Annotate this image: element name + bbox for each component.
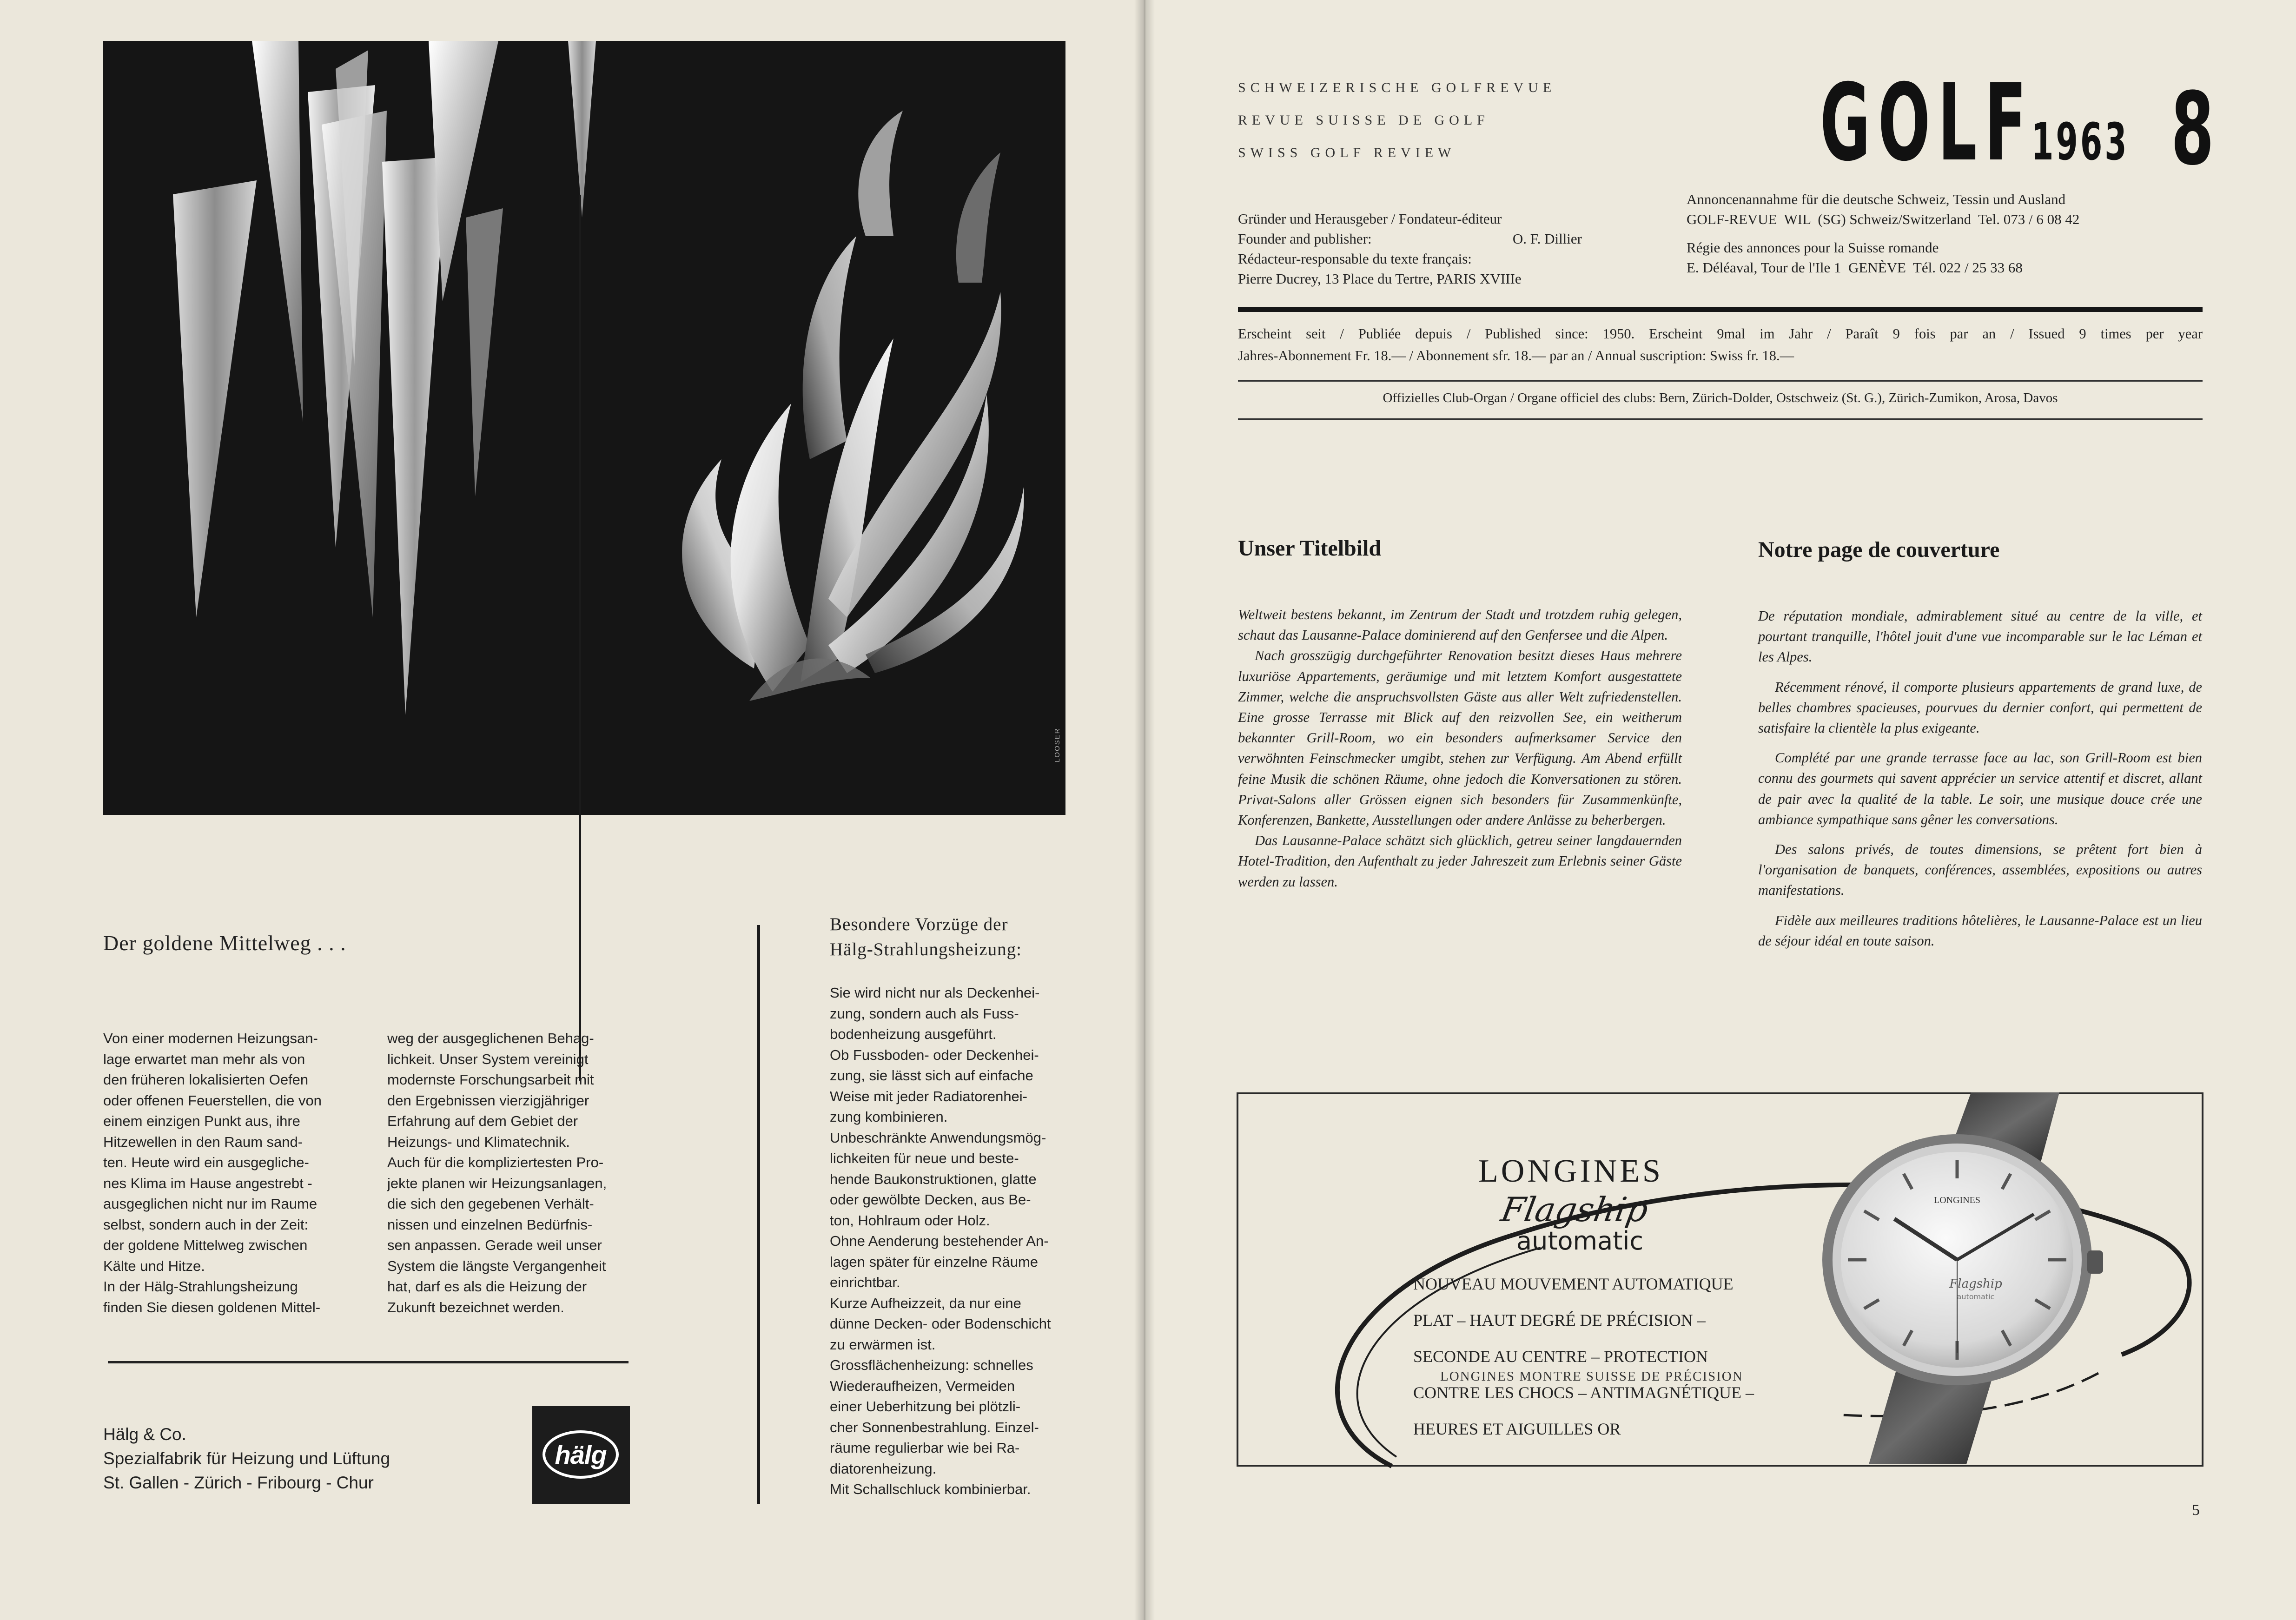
text-line: SECONDE AU CENTRE – PROTECTION: [1413, 1347, 1708, 1366]
text-line: einem einzigen Punkt aus, ihre: [103, 1113, 300, 1129]
advantages-heading: [830, 912, 1022, 962]
company-name: Hälg & Co.: [103, 1425, 186, 1444]
text-line: oder gewölbte Decken, aus Be-: [830, 1191, 1031, 1208]
advantages-heading-line1: Besondere Vorzüge der: [830, 914, 1008, 934]
company-specialty: Spezialfabrik für Heizung und Lüftung: [103, 1449, 390, 1468]
company-address: [103, 1422, 390, 1495]
text-line: Sie wird nicht nur als Deckenhei-: [830, 985, 1040, 1001]
fr-section-text: [1758, 606, 2202, 951]
text-line: einrichtbar.: [830, 1274, 900, 1290]
text-line: Grossflächenheizung: schnelles: [830, 1357, 1033, 1373]
text-line: lagen später für einzelne Räume: [830, 1253, 1039, 1270]
paragraph: Fidèle aux meilleures traditions hôtelières, le Lausanne-Palace est un lieu de séjour idéal en toute saison.: [1758, 912, 2202, 949]
text-line: lage erwartet man mehr als von: [103, 1051, 305, 1067]
text-line: Hitzewellen in den Raum sand-: [103, 1133, 303, 1150]
watch-illustration: [1799, 1092, 2106, 1464]
text-line: Unbeschränkte Anwendungsmög-: [830, 1129, 1046, 1146]
text-line: diatorenheizung.: [830, 1460, 937, 1477]
paragraph: Complété par une grande terrasse face au lac, son Grill-Room est bien connu des gourmets qui savent apprécier un service attentif et discret, allant de pair avec la qualité de la table. Le soir, une musique douce crée une ambiance sympathique sans gêner les conversations.: [1758, 750, 2202, 827]
advantages-list: [830, 983, 1068, 1500]
text-line: Kurze Aufheizzeit, da nur eine: [830, 1295, 1021, 1311]
de-section-text: [1238, 604, 1682, 892]
text-line: zu erwärmen ist.: [830, 1336, 936, 1353]
masthead-fr: REVUE SUISSE DE GOLF: [1238, 112, 1489, 128]
text-line: In der Hälg-Strahlungsheizung: [103, 1278, 298, 1295]
paragraph: De réputation mondiale, admirablement situé au centre de la ville, et pourtant tranquille, l'hôtel jouit d'une vue incomparable sur le lac Léman et les Alpes.: [1758, 608, 2202, 665]
body-column-1: [103, 1028, 338, 1318]
text-line: Von einer modernen Heizungsan-: [103, 1030, 318, 1046]
info-rule-top: [1238, 380, 2203, 382]
issue-year: 1963: [2031, 112, 2129, 172]
haelg-logo-oval: [543, 1430, 619, 1479]
haelg-logo: [532, 1406, 630, 1504]
masthead-de: SCHWEIZERISCHE GOLFREVUE: [1238, 80, 1556, 95]
watch-dial-brand: LONGINES: [1934, 1195, 1980, 1205]
paragraph: Das Lausanne-Palace schätzt sich glücklich, getreu seiner langdauernden Hotel-Tradition, den Aufenthalt zu jeder Jahreszeit zum Erlebnis seiner Gäste werden zu lassen.: [1238, 833, 1682, 890]
published-line-1: Erscheint seit / Publiée depuis / Published since: 1950. Erscheint 9mal im Jahr / Paraît 9 fois par an / Issued 9 times per year: [1238, 326, 2203, 342]
ads-line-3: Régie des annonces pour la Suisse romande: [1687, 239, 1939, 256]
text-line: PLAT – HAUT DEGRÉ DE PRÉCISION –: [1413, 1311, 1706, 1329]
text-line: lichkeit. Unser System vereinigt: [387, 1051, 589, 1067]
text-line: Kälte und Hitze.: [103, 1257, 205, 1274]
text-line: den früheren lokalisierten Oefen: [103, 1071, 309, 1088]
paragraph: Weltweit bestens bekannt, im Zentrum der Stadt und trotzdem ruhig gelegen, schaut das Lausanne-Palace dominierend auf den Genfersee und die Alpen.: [1238, 607, 1682, 643]
watch-crown: [2087, 1250, 2103, 1274]
text-line: Erfahrung auf dem Gebiet der: [387, 1113, 578, 1129]
masthead-rule: [1238, 307, 2203, 312]
founder-label-en: Founder and publisher:: [1238, 231, 1372, 247]
ads-line-2: GOLF-REVUE WIL (SG) Schweiz/Switzerland Tel. 073 / 6 08 42: [1687, 211, 2080, 227]
text-line: hat, darf es als die Heizung der: [387, 1278, 587, 1295]
text-line: den Ergebnissen vierzigjähriger: [387, 1092, 589, 1109]
magazine-title: GOLF: [1820, 61, 2034, 185]
ad-tagline: LONGINES MONTRE SUISSE DE PRÉCISION: [1440, 1369, 1743, 1384]
vertical-rule-bottom: [757, 925, 760, 1504]
paragraph: Nach grosszügig durchgeführter Renovation besitzt dieses Haus mehrere luxuriöse Appartements, geräumige und mit letztem Komfort ausgestattete Zimmer, welche die anspruchsvollsten Gäste aus aller Welt zufriedenstellen. Eine grosse Terrasse mit Blick auf den reizvollen See, ein weitherum bekannter Grill-Room, wo ein besonders aufmerksamer Service den verwöhnten Feinschmecker umgibt, stehen zur Verfügung. Am Abend erfüllt feine Musik die schönen Räume, ohne jedoch die Konversationen zu stören. Privat-Salons aller Grössen eignen sich besonders für Zusammenkünfte, Konferenzen, Bankette, Ausstellungen oder andere Anlässe zu beherbergen.: [1238, 648, 1682, 828]
masthead-en: SWISS GOLF REVIEW: [1238, 145, 1456, 160]
text-line: NOUVEAU MOUVEMENT AUTOMATIQUE: [1413, 1275, 1734, 1293]
artist-signature: LOOSER: [1053, 727, 1061, 762]
ad-brand: LONGINES: [1478, 1153, 1663, 1189]
text-line: ton, Hohlraum oder Holz.: [830, 1212, 990, 1229]
text-line: HEURES ET AIGUILLES OR: [1413, 1420, 1621, 1438]
page-number: 5: [2192, 1501, 2200, 1519]
watch-dial-model: Flagship: [1949, 1277, 2002, 1291]
advantages-heading-line2: Hälg-Strahlungsheizung:: [830, 939, 1022, 959]
ad-automatic: automatic: [1516, 1226, 1644, 1256]
info-rule-bottom: [1238, 418, 2203, 420]
body-column-2: [387, 1028, 622, 1318]
text-line: zung, sie lässt sich auf einfache: [830, 1067, 1033, 1084]
text-line: weg der ausgeglichenen Behag-: [387, 1030, 594, 1046]
text-line: der goldene Mittelweg zwischen: [103, 1237, 308, 1253]
text-line: modernste Forschungsarbeit mit: [387, 1071, 594, 1088]
text-line: nes Klima im Hause angestrebt -: [103, 1175, 312, 1191]
text-line: die sich den gegebenen Verhält-: [387, 1196, 594, 1212]
text-line: Auch für die kompliziertesten Pro-: [387, 1154, 604, 1170]
publication-info: [1238, 323, 2203, 367]
text-line: ausgeglichen nicht nur im Raume: [103, 1196, 318, 1212]
text-line: System die längste Vergangenheit: [387, 1257, 606, 1274]
text-line: jekte planen wir Heizungsanlagen,: [387, 1175, 607, 1191]
issue-number: 8: [2171, 71, 2214, 187]
text-line: Ohne Aenderung bestehender An-: [830, 1233, 1049, 1249]
text-line: oder offenen Feuerstellen, die von: [103, 1092, 322, 1109]
text-line: räume regulierbar wie bei Ra-: [830, 1440, 1020, 1456]
book-gutter: [1134, 0, 1155, 1620]
text-line: zung, sondern auch als Fuss-: [830, 1005, 1019, 1022]
official-clubs: Offizielles Club-Organ / Organe officiel des clubs: Bern, Zürich-Dolder, Ostschweiz (St. G.), Zürich-Zumikon, Arosa, Davos: [1383, 390, 2058, 405]
published-line-2: Jahres-Abonnement Fr. 18.— / Abonnement sfr. 18.— par an / Annual suscription: Swiss fr. 18.—: [1238, 348, 1794, 364]
horizontal-rule: [108, 1361, 629, 1363]
text-line: hende Baukonstruktionen, glatte: [830, 1170, 1037, 1187]
text-line: dünne Decken- oder Bodenschicht: [830, 1316, 1051, 1332]
ad-description: [1413, 1257, 1767, 1455]
text-line: selbst, sondern auch in der Zeit:: [103, 1216, 309, 1233]
paragraph: Récemment rénové, il comporte plusieurs appartements de grand luxe, de belles chambres spacieuses, pourvues du dernier confort, qui permettent de satisfaire la clientèle la plus exigeante.: [1758, 679, 2202, 736]
redacteur-label: Rédacteur-responsable du texte français:: [1238, 251, 1472, 267]
de-section-title: Unser Titelbild: [1238, 536, 1382, 561]
text-line: Zukunft bezeichnet werden.: [387, 1299, 564, 1316]
text-line: Weise mit jeder Radiatorenhei-: [830, 1088, 1028, 1104]
ad-model: Flagship: [1498, 1190, 1651, 1229]
text-line: bodenheizung ausgeführt.: [830, 1026, 997, 1042]
ads-line-4: E. Déléaval, Tour de l'Ile 1 GENÈVE Tél. 022 / 25 33 68: [1687, 259, 2023, 276]
redacteur-address: Pierre Ducrey, 13 Place du Tertre, PARIS XVIIIe: [1238, 271, 1522, 287]
founder-label: Gründer und Herausgeber / Fondateur-éditeur: [1238, 211, 1502, 227]
paragraph: Des salons privés, de toutes dimensions, se prêtent fort bien à l'organisation de banquets, conférences, assemblées, expositions ou autres manifestations.: [1758, 841, 2202, 899]
company-locations: St. Gallen - Zürich - Fribourg - Chur: [103, 1473, 374, 1492]
text-line: einer Ueberhitzung bei plötzli-: [830, 1398, 1021, 1415]
headline: Der goldene Mittelweg . . .: [103, 931, 346, 955]
abstract-flame-artwork: [103, 41, 1065, 815]
text-line: Heizungs- und Klimatechnik.: [387, 1133, 570, 1150]
fr-section-title: Notre page de couverture: [1758, 537, 2000, 562]
text-line: Wiederaufheizen, Vermeiden: [830, 1377, 1015, 1394]
haelg-logo-text: hälg: [555, 1440, 607, 1469]
text-line: zung kombinieren.: [830, 1109, 948, 1125]
text-line: ten. Heute wird ein ausgegliche-: [103, 1154, 309, 1170]
founder-row: [1238, 229, 1601, 249]
text-line: sen anpassen. Gerade weil unser: [387, 1237, 602, 1253]
watch-dial-sub: automatic: [1957, 1292, 1995, 1301]
publisher-info: [1238, 209, 1601, 289]
text-line: CONTRE LES CHOCS – ANTIMAGNÉTIQUE –: [1413, 1383, 1754, 1402]
text-line: finden Sie diesen goldenen Mittel-: [103, 1299, 321, 1316]
artwork-graphic: [103, 41, 1065, 815]
text-line: lichkeiten für neue und beste-: [830, 1150, 1019, 1166]
founder-name: O. F. Dillier: [1512, 231, 1582, 247]
advertising-info: [1687, 189, 2198, 278]
text-line: cher Sonnenbestrahlung. Einzel-: [830, 1419, 1039, 1435]
text-line: Ob Fussboden- oder Deckenhei-: [830, 1046, 1039, 1063]
text-line: nissen und einzelnen Bedürfnis-: [387, 1216, 593, 1233]
text-line: Mit Schallschluck kombinierbar.: [830, 1481, 1031, 1497]
vertical-rule-top: [579, 195, 581, 1081]
left-page: [0, 0, 1145, 1620]
ads-line-1: Annoncenannahme für die deutsche Schweiz, Tessin und Ausland: [1687, 191, 2066, 207]
